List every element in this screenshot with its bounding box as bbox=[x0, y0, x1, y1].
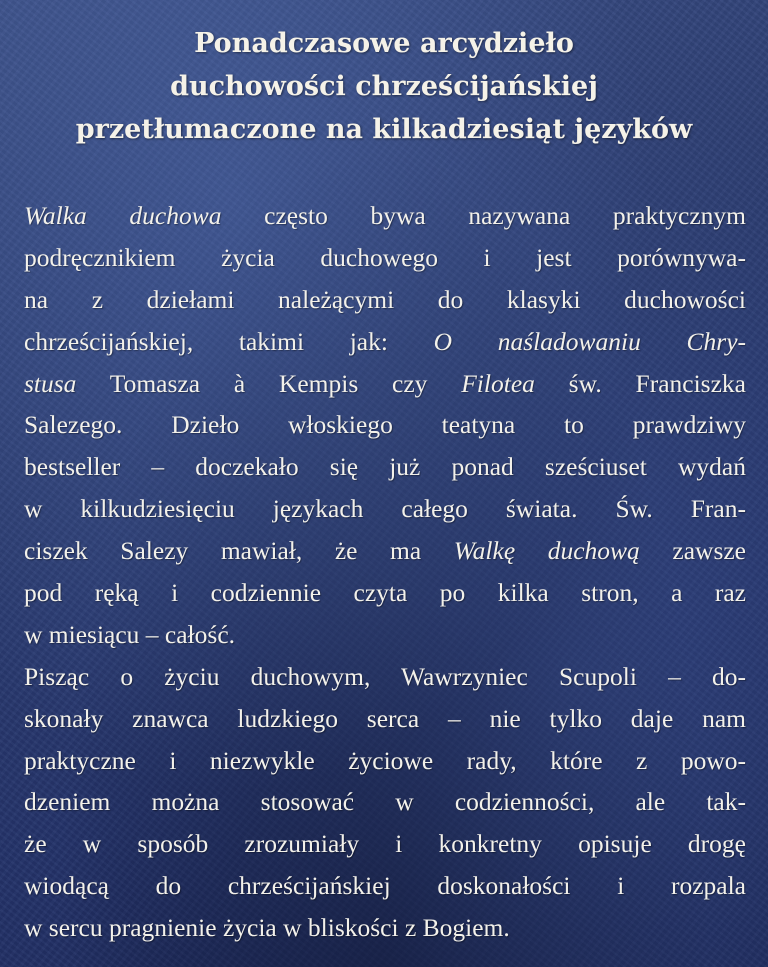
text-line: Salezego. Dzieło włoskiego teatyna to prawdziwy bbox=[24, 410, 746, 440]
headline-line-2: duchowości chrześcijańskiej bbox=[170, 71, 598, 102]
text-segment: często bywa nazywana praktycznym bbox=[221, 201, 747, 230]
book-title-italic: Walka duchowa bbox=[24, 201, 222, 230]
text-line: bestseller – doczekało się już ponad sześciuset wydań bbox=[24, 452, 746, 482]
text-segment: chrześcijańskiej, takimi jak: bbox=[24, 326, 434, 356]
book-title-italic: Filotea bbox=[461, 368, 535, 398]
text-line: Pisząc o życiu duchowym, Wawrzyniec Scupoli – do- bbox=[24, 661, 746, 691]
text-line bbox=[24, 363, 746, 405]
text-line: dzeniem można stosować w codzienności, ale tak- bbox=[24, 787, 746, 817]
text-line bbox=[24, 195, 746, 237]
text-line: na z dziełami należącymi do klasyki duchowości bbox=[24, 284, 746, 314]
text-line: że w sposób zrozumiały i konkretny opisuje drogę bbox=[24, 829, 746, 859]
text-line: praktyczne i niezwykle życiowe rady, które z powo- bbox=[24, 745, 746, 775]
book-title-italic: stusa bbox=[24, 368, 77, 398]
blurb-text bbox=[24, 195, 746, 949]
headline bbox=[0, 22, 768, 151]
headline-line-3: przetłumaczone na kilkadziesiąt języków bbox=[75, 114, 693, 145]
headline-line-1: Ponadczasowe arcydzieło bbox=[194, 28, 574, 59]
text-segment: ciszek Salezy mawiał, że ma bbox=[24, 536, 454, 566]
book-title-italic: Walkę duchową bbox=[453, 536, 640, 566]
text-line: w miesiącu – całość. bbox=[24, 619, 236, 649]
text-segment: zawsze bbox=[639, 536, 746, 566]
text-line: podręcznikiem życia duchowego i jest porównywa- bbox=[24, 242, 746, 272]
text-segment: św. Franciszka bbox=[534, 368, 746, 398]
text-segment: Tomasza à Kempis czy bbox=[76, 368, 462, 398]
text-line bbox=[24, 321, 746, 363]
text-line: wiodącą do chrześcijańskiej doskonałości i rozpala bbox=[24, 871, 746, 901]
text-line: w sercu pragnienie życia w bliskości z Bogiem. bbox=[24, 913, 510, 943]
text-line: skonały znawca ludzkiego serca – nie tylko daje nam bbox=[24, 703, 746, 733]
text-line bbox=[24, 530, 746, 572]
text-line: w kilkudziesięciu językach całego świata. Św. Fran- bbox=[24, 494, 746, 524]
text-line: pod ręką i codziennie czyta po kilka stron, a raz bbox=[24, 578, 746, 608]
book-title-italic: O naśladowaniu Chry- bbox=[433, 326, 746, 356]
